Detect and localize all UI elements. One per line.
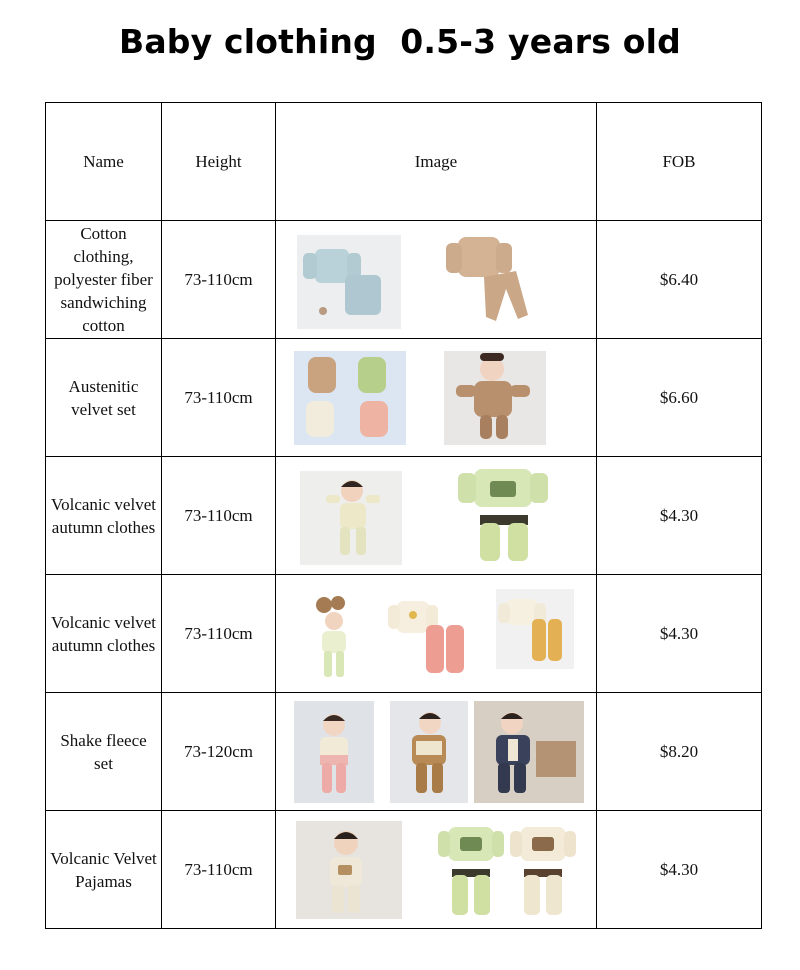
product-images [276,575,597,693]
product-fob: $6.40 [597,221,762,339]
product-fob: $4.30 [597,811,762,929]
product-name: Volcanic velvet autumn clothes [46,575,162,693]
tan-quilted-set-photo [436,231,540,329]
product-images [276,693,597,811]
product-fob: $4.30 [597,575,762,693]
product-name: Cotton clothing, polyester fiber sandwiching cotton [46,221,162,339]
table-row [46,457,762,575]
product-name: Volcanic Velvet Pajamas [46,811,162,929]
green-pajama-set-photo [436,821,506,919]
product-images [276,221,597,339]
light-blue-quilted-set-photo [297,235,401,329]
product-height: 73-110cm [162,457,276,575]
product-images [276,811,597,929]
header-fob: FOB [597,103,762,221]
header-image: Image [276,103,597,221]
product-table [45,102,762,929]
boy-brown-fleece-photo [390,701,468,803]
product-images [276,457,597,575]
table-header-row [46,103,762,221]
product-fob: $8.20 [597,693,762,811]
table-row [46,811,762,929]
toddler-cream-pajamas-photo [296,821,402,919]
product-height: 73-110cm [162,575,276,693]
page-title: Baby clothing 0.5-3 years old [118,22,682,61]
product-name: Austenitic velvet set [46,339,162,457]
boy-navy-fleece-photo [474,701,584,803]
baby-in-brown-velvet-set-photo [444,351,546,445]
toddler-in-cream-set-photo [300,471,402,565]
product-fob: $4.30 [597,457,762,575]
cream-pink-set-photo [386,593,478,677]
product-height: 73-110cm [162,339,276,457]
cream-mustard-set-photo [496,589,574,669]
four-color-velvet-rompers-photo [294,351,406,445]
header-height: Height [162,103,276,221]
product-height: 73-120cm [162,693,276,811]
header-name: Name [46,103,162,221]
cream-brown-pajama-set-photo [508,821,578,919]
product-fob: $6.60 [597,339,762,457]
product-images [276,339,597,457]
table-row [46,575,762,693]
product-height: 73-110cm [162,811,276,929]
table-row [46,339,762,457]
green-sweatshirt-set-photo [450,463,558,567]
product-name: Shake fleece set [46,693,162,811]
table-row [46,693,762,811]
girl-with-teddy-photo [310,595,358,681]
girl-pink-fleece-photo [294,701,374,803]
table-row [46,221,762,339]
product-name: Volcanic velvet autumn clothes [46,457,162,575]
product-height: 73-110cm [162,221,276,339]
